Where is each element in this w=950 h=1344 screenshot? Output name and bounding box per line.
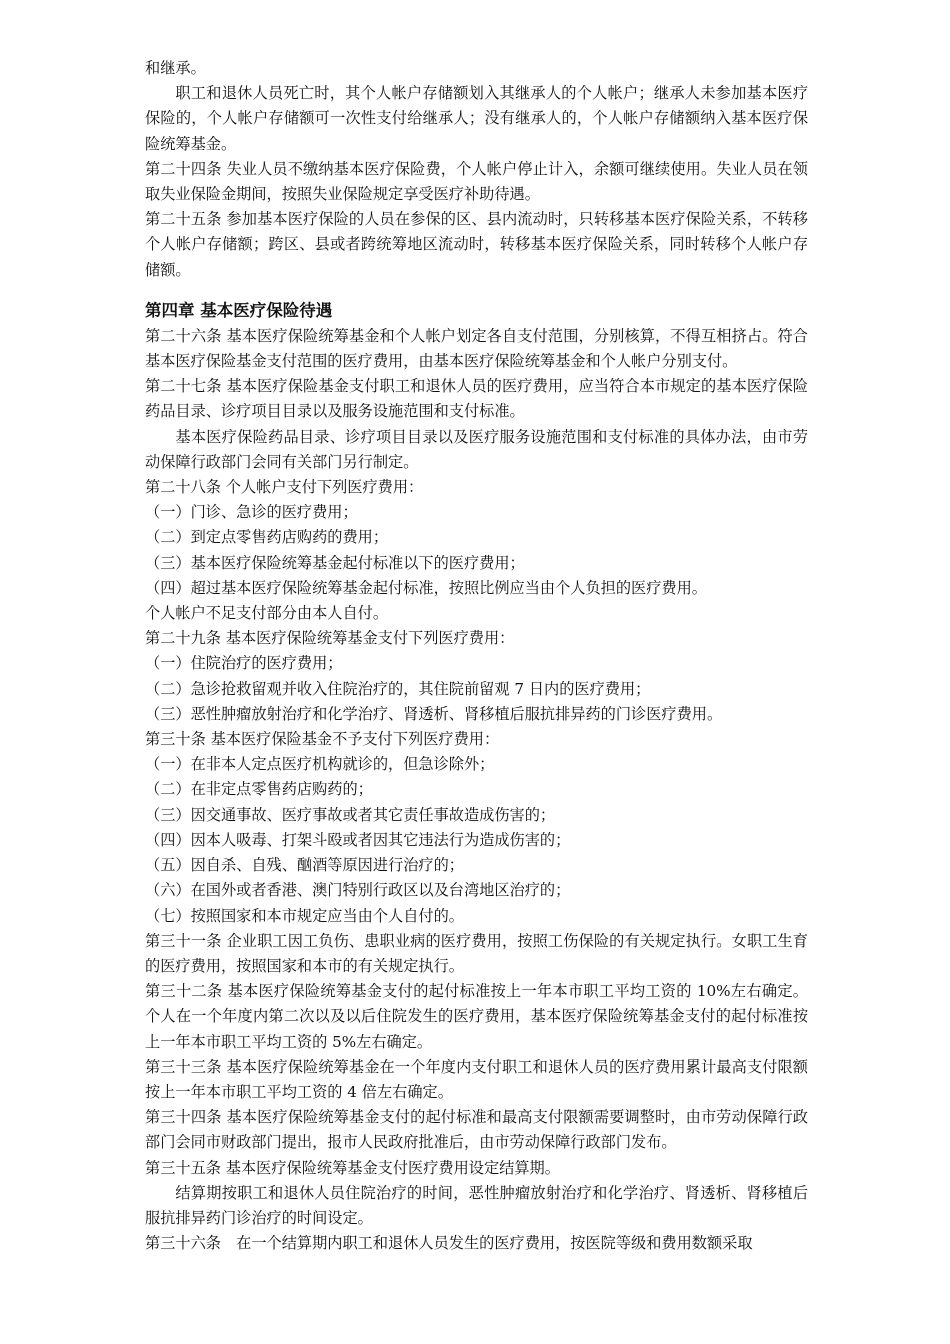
- chapter-heading: 第四章 基本医疗保险待遇: [145, 300, 333, 320]
- article-34: 第三十四条 基本医疗保险统筹基金支付的起付标准和最高支付限额需要调整时，由市劳动保障行政部门会同市财政部门提出，报市人民政府批准后，由市劳动保障行政部门发布。: [145, 1108, 808, 1152]
- article-27: 第二十七条 基本医疗保险基金支付职工和退休人员的医疗费用，应当符合本市规定的基本医疗保险药品目录、诊疗项目目录以及服务设施范围和支付标准。: [145, 377, 808, 421]
- article-35: 第三十五条 基本医疗保险统筹基金支付医疗费用设定结算期。: [145, 1158, 560, 1177]
- list-item: （三）因交通事故、医疗事故或者其它责任事故造成伤害的；: [145, 805, 556, 824]
- paragraph: 个人帐户不足支付部分由本人自付。: [145, 604, 388, 623]
- paragraph: 和继承。: [145, 59, 206, 77]
- list-item: （三）恶性肿瘤放射治疗和化学治疗、肾透析、肾移植后服抗排异药的门诊医疗费用。: [145, 704, 723, 723]
- paragraph: 结算期按职工和退休人员住院治疗的时间，恶性肿瘤放射治疗和化学治疗、肾透析、肾移植后服抗排异药门诊治疗的时间设定。: [145, 1183, 808, 1227]
- list-item: （一）住院治疗的医疗费用；: [145, 654, 343, 673]
- list-item: （七）按照国家和本市规定应当由个人自付的。: [145, 906, 464, 925]
- paragraph: 职工和退休人员死亡时，其个人帐户存储额划入其继承人的个人帐户；继承人未参加基本医疗保险的，个人帐户存储额可一次性支付给继承人；没有继承人的，个人帐户存储额纳入基本医疗保险统筹基金。: [145, 84, 808, 153]
- list-item: （一）门诊、急诊的医疗费用；: [145, 503, 358, 522]
- article-29: 第二十九条 基本医疗保险统筹基金支付下列医疗费用：: [145, 629, 515, 648]
- list-item: （一）在非本人定点医疗机构就诊的，但急诊除外；: [145, 755, 495, 774]
- list-item: （三）基本医疗保险统筹基金起付标准以下的医疗费用；: [145, 553, 525, 572]
- list-item: （四）超过基本医疗保险统筹基金起付标准，按照比例应当由个人负担的医疗费用。: [145, 578, 707, 597]
- article-28: 第二十八条 个人帐户支付下列医疗费用：: [145, 478, 424, 497]
- article-25: 第二十五条 参加基本医疗保险的人员在参保的区、县内流动时，只转移基本医疗保险关系，不转移个人帐户存储额；跨区、县或者跨统筹地区流动时，转移基本医疗保险关系，同时转移个人帐户存储额。: [145, 210, 808, 279]
- article-36: 第三十六条 在一个结算期内职工和退休人员发生的医疗费用，按医院等级和费用数额采取: [145, 1234, 753, 1253]
- list-item: （四）因本人吸毒、打架斗殴或者因其它违法行为造成伤害的；: [145, 830, 571, 849]
- list-item: （二）在非定点零售药店购药的；: [145, 780, 373, 799]
- article-24: 第二十四条 失业人员不缴纳基本医疗保险费，个人帐户停止计入，余额可继续使用。失业人员在领取失业保险金期间，按照失业保险规定享受医疗补助待遇。: [145, 159, 808, 204]
- list-item: （二）急诊抢救留观并收入住院治疗的，其住院前留观 7 日内的医疗费用；: [145, 679, 651, 698]
- article-31: 第三十一条 企业职工因工负伤、患职业病的医疗费用，按照工伤保险的有关规定执行。女职工生育的医疗费用，按照国家和本市的有关规定执行。: [145, 931, 808, 975]
- article-30: 第三十条 基本医疗保险基金不予支付下列医疗费用：: [145, 730, 500, 749]
- article-32: 第三十二条 基本医疗保险统筹基金支付的起付标准按上一年本市职工平均工资的 10%左右确定。个人在一个年度内第二次以及以后住院发生的医疗费用，基本医疗保险统筹基金支付的起付标准按上一年本市职工平均工资的 5%左右确定。: [145, 982, 808, 1051]
- list-item: （六）在国外或者香港、澳门特别行政区以及台湾地区治疗的；: [145, 881, 571, 900]
- article-26: 第二十六条 基本医疗保险统筹基金和个人帐户划定各自支付范围，分别核算，不得互相挤占。符合基本医疗保险基金支付范围的医疗费用，由基本医疗保险统筹基金和个人帐户分别支付。: [145, 326, 808, 371]
- article-33: 第三十三条 基本医疗保险统筹基金在一个年度内支付职工和退休人员的医疗费用累计最高支付限额按上一年本市职工平均工资的 4 倍左右确定。: [145, 1057, 808, 1101]
- list-item: （五）因自杀、自残、酗酒等原因进行治疗的；: [145, 856, 464, 875]
- paragraph: 基本医疗保险药品目录、诊疗项目目录以及医疗服务设施范围和支付标准的具体办法，由市劳动保障行政部门会同有关部门另行制定。: [145, 427, 808, 471]
- list-item: （二）到定点零售药店购药的费用；: [145, 528, 388, 547]
